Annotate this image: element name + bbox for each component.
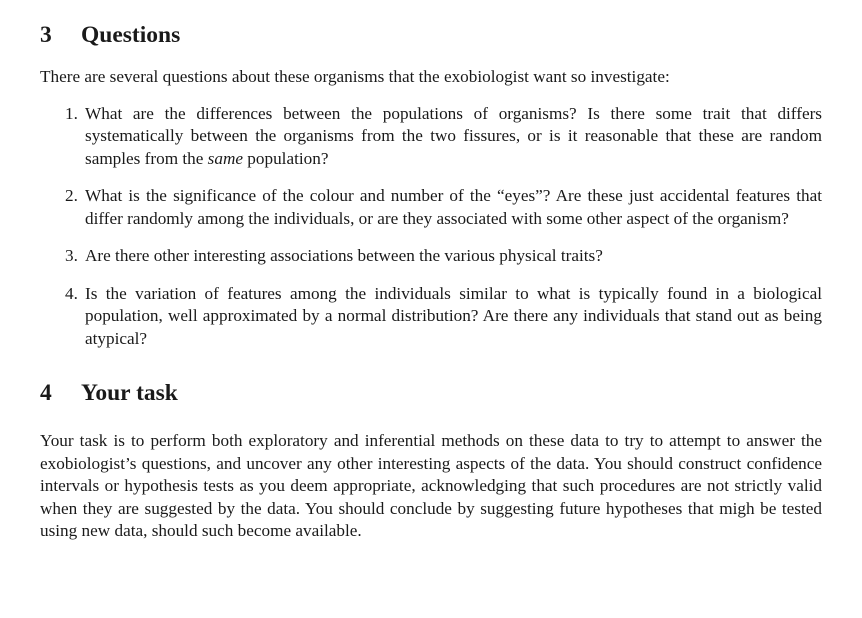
question-item <box>40 185 822 230</box>
section-number: 4 <box>40 380 52 406</box>
question-text: What are the differences between the populations of organisms? Is there some trait that differs systematically between the organisms from the two fissures, or is it reasonable that these are random samples from the same population? <box>85 103 822 168</box>
question-item <box>40 103 822 171</box>
document-page <box>40 18 822 543</box>
questions-list <box>40 103 822 351</box>
task-paragraph: Your task is to perform both exploratory and inferential methods on these data to try to attempt to answer the exobiologist’s questions, and uncover any other interesting aspects of the data. You should construct confidence intervals or hypothesis tests as you deem appropriate, acknowledging that such procedures are not strictly valid when they are suggested by the data. You should conclude by suggesting future hypotheses that migh be tested using new data, should such become available. <box>40 431 822 540</box>
emphasis-same: same <box>207 148 243 168</box>
question-item <box>40 245 822 268</box>
questions-intro: There are several questions about these organisms that the exobiologist want so investigate: <box>40 67 670 86</box>
section-heading-questions <box>40 18 822 52</box>
question-number: 4. <box>65 283 78 303</box>
question-number: 1. <box>65 103 78 123</box>
question-number: 2. <box>65 186 78 205</box>
section-title: Questions <box>81 22 181 48</box>
question-number: 3. <box>65 246 78 265</box>
section-number: 3 <box>40 22 52 48</box>
section-title: Your task <box>81 380 178 406</box>
section-heading-your-task <box>40 376 822 410</box>
question-item <box>40 283 822 351</box>
question-text: Is the variation of features among the individuals similar to what is typically found in a biological population, well approximated by a normal distribution? Are there any individuals that stand out as being atypical? <box>85 283 822 348</box>
question-text: Are there other interesting associations between the various physical traits? <box>85 246 603 265</box>
question-text: What is the significance of the colour and number of the “eyes”? Are these just accidental features that differ randomly among the individuals, or are they associated with some other aspect of the organism? <box>85 186 822 228</box>
